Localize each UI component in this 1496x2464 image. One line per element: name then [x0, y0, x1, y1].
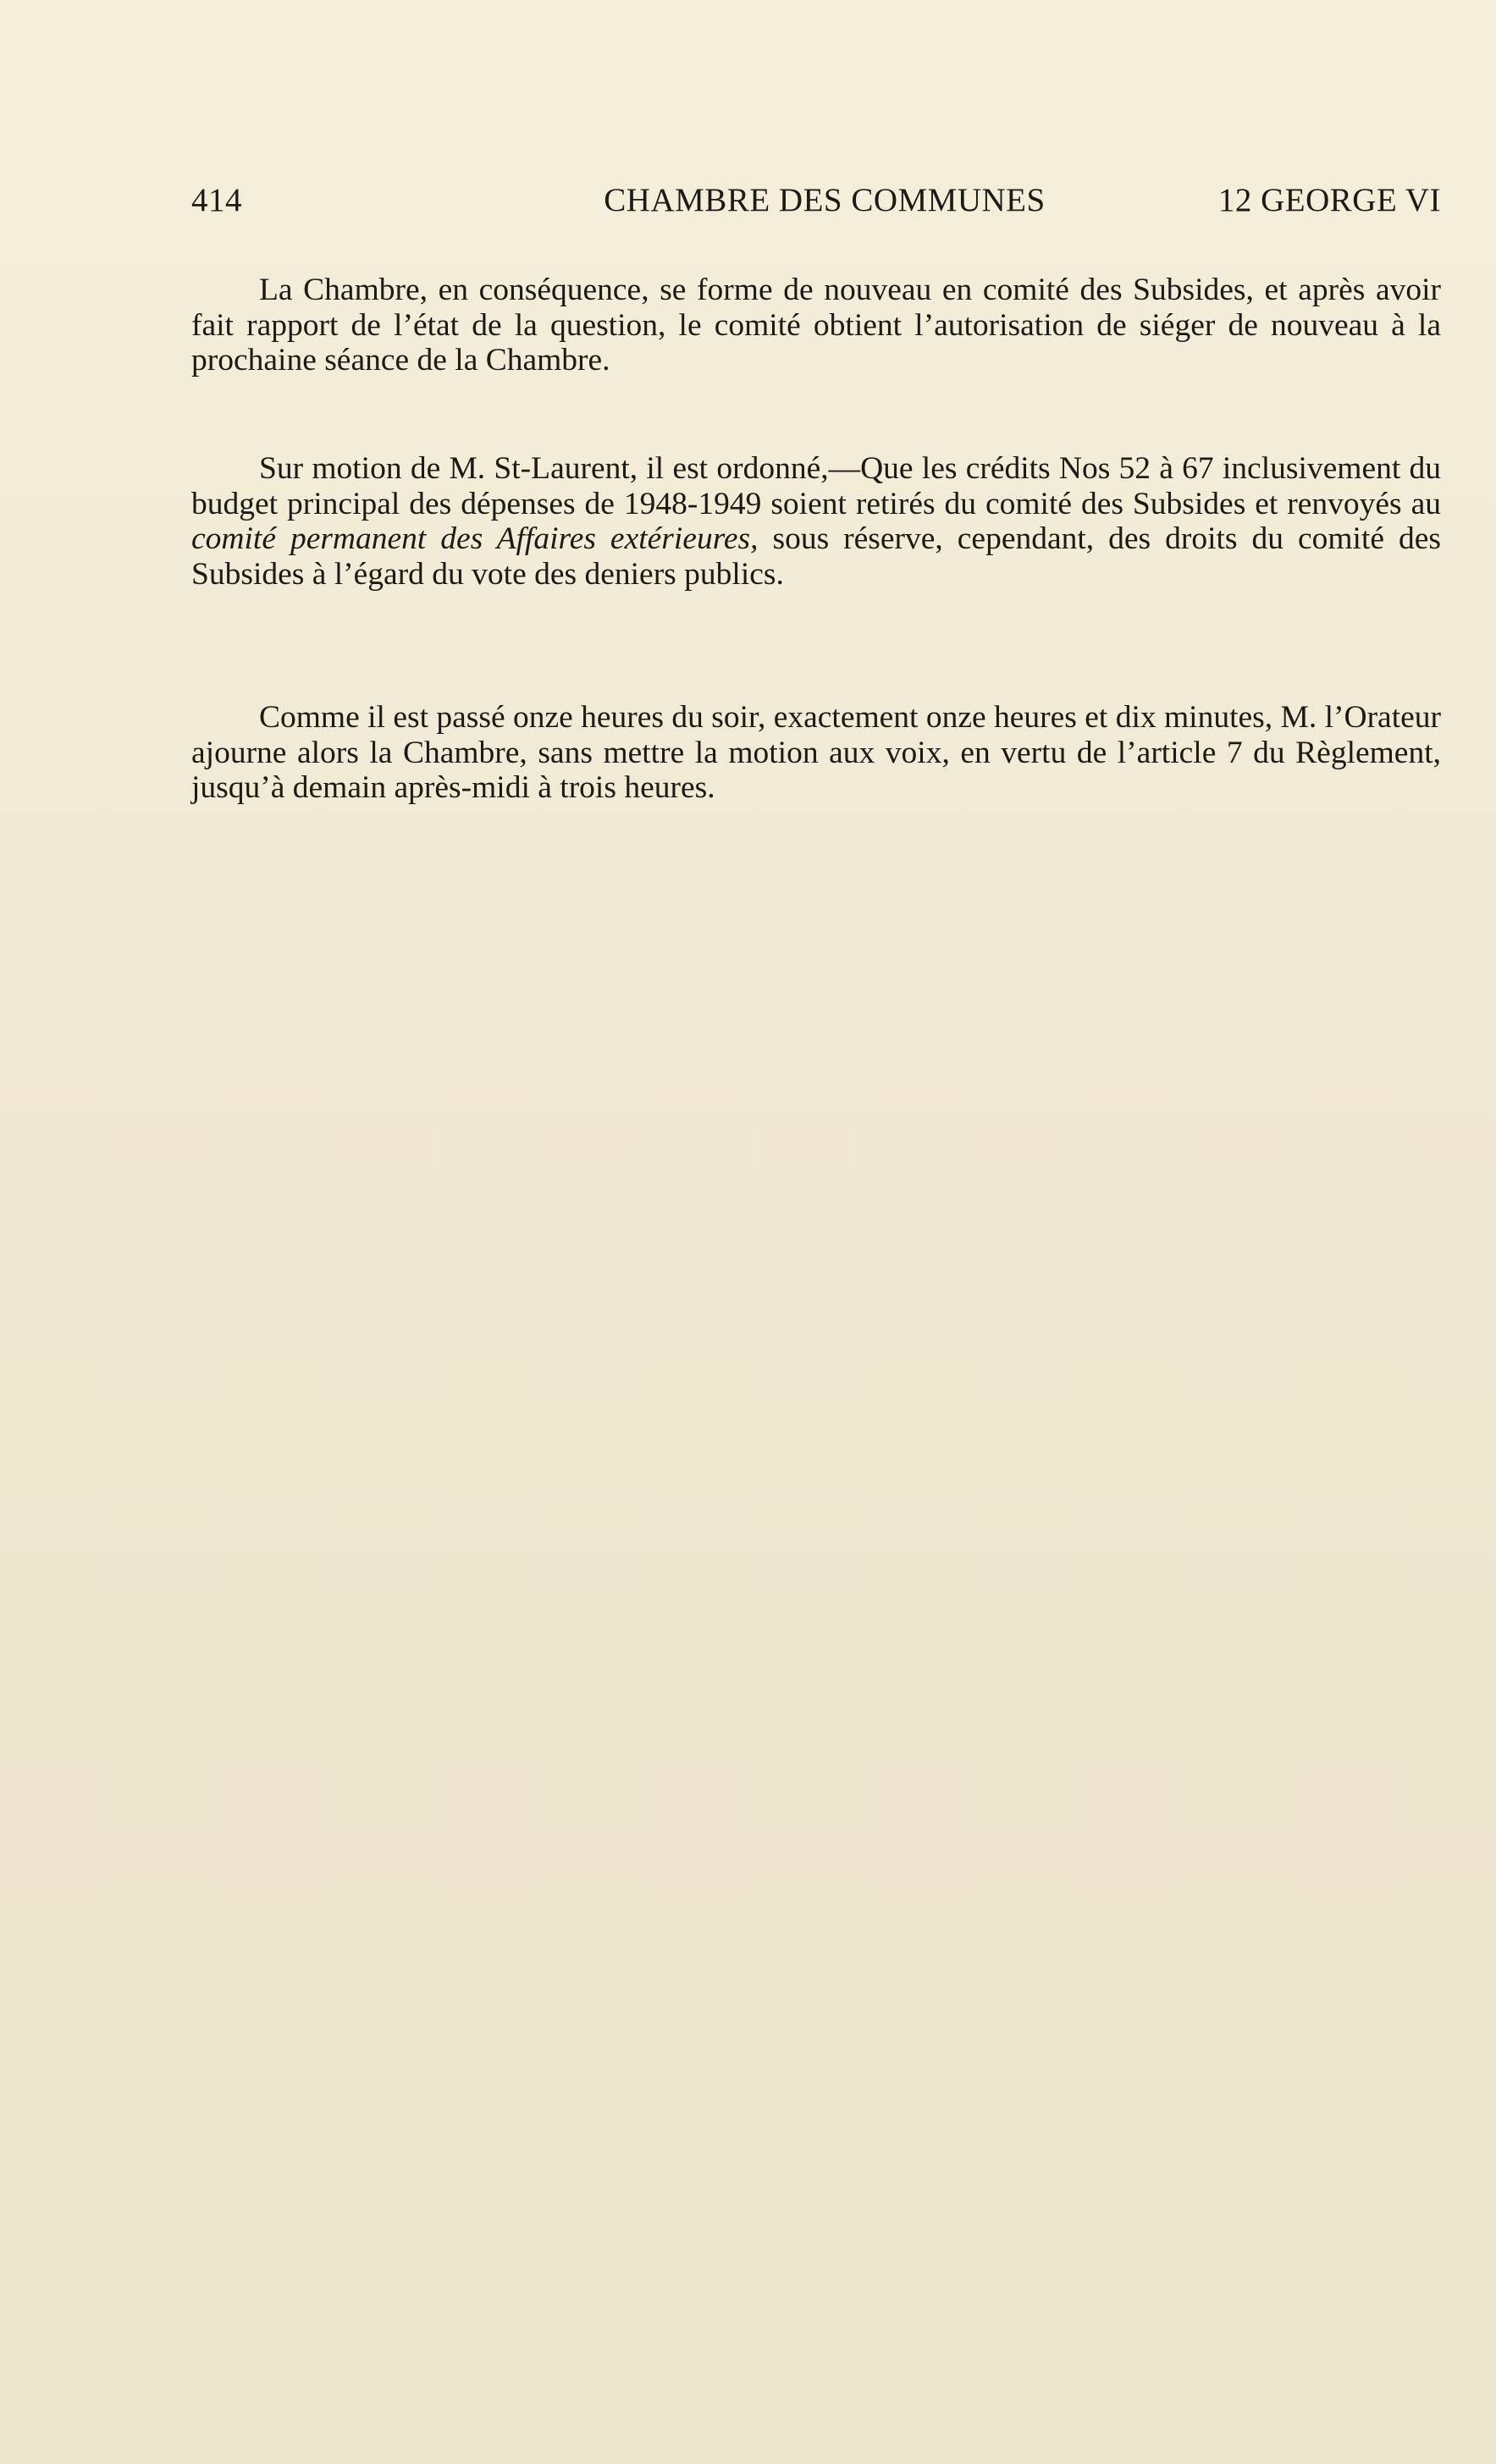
regnal-year: 12 GEORGE VI — [1217, 182, 1441, 218]
running-title: CHAMBRE DES COMMUNES — [604, 182, 1046, 218]
paragraph-text: La Chambre, en conséquence, se forme de nouveau en comité des Subsides, et après avoir fait rapport de l’état de la question, le comité obtient l’autorisation de siéger de nouveau à la prochaine séance de la Chambre. — [191, 273, 1441, 378]
paragraph-committee-of-supply — [191, 273, 1441, 378]
running-header — [191, 181, 1441, 225]
page-number: 414 — [191, 182, 242, 218]
paragraph-text-after: sous réserve, cependant, des droits du comité des Subsides à l’égard du vote des deniers publics. — [191, 521, 1442, 592]
paragraph-text-before: Sur motion de M. St-Laurent, il est ordonné,—Que les crédits Nos 52 à 67 inclusivement du budget principal des dépenses de 1948-1949 soient retirés du comité des Subsides et renvoyés au — [191, 451, 1441, 521]
paragraph-text: Comme il est passé onze heures du soir, exactement onze heures et dix minutes, M. l’Orateur ajourne alors la Chambre, sans mettre la motion aux voix, en vertu de l’article 7 du Règlement, jusqu’à demain après-midi à trois heures. — [191, 700, 1441, 805]
paragraph-adjournment — [191, 700, 1441, 806]
committee-name-italic: comité permanent des Affaires extérieures, — [191, 521, 759, 556]
paragraph-motion-st-laurent — [191, 451, 1441, 592]
